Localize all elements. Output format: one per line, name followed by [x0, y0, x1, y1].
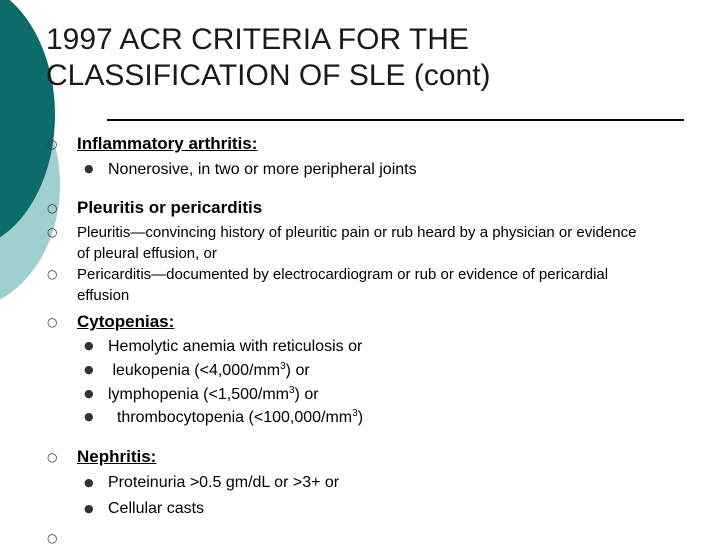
filled-bullet-icon: ●: [84, 410, 94, 423]
filled-bullet-icon: ●: [84, 162, 94, 175]
sub-item-text: thrombocytopenia (<100,000/mm: [108, 409, 353, 426]
filled-bullet-icon: ●: [84, 339, 94, 352]
criterion-heading: Inflammatory arthritis:: [77, 134, 258, 153]
title-divider: [107, 119, 684, 121]
criterion-pleuritis: [47, 198, 262, 218]
hollow-bullet-icon: ○: [47, 267, 58, 281]
hollow-bullet-icon: ○: [47, 225, 58, 239]
filled-bullet-icon: ●: [84, 387, 94, 400]
sub-item-text: ) or: [294, 386, 319, 403]
hollow-bullet-icon: ○: [47, 137, 58, 151]
criterion-cytopenias: [47, 312, 174, 332]
sub-item-text: lymphopenia (<1,500/mm: [108, 386, 289, 403]
sub-item: Proteinuria >0.5 gm/dL or >3+ or: [108, 474, 340, 491]
criterion-heading: Nephritis:: [77, 447, 157, 466]
sub-item-text: ): [357, 409, 364, 426]
criterion-nephritis: [47, 447, 156, 467]
criterion-heading: Cytopenias:: [77, 312, 175, 331]
hollow-bullet-icon: ○: [47, 531, 58, 545]
superscript: 3: [280, 361, 286, 372]
hollow-bullet-icon: ○: [47, 315, 58, 329]
sub-item-text: ) or: [285, 362, 310, 379]
superscript: 3: [352, 408, 358, 419]
slide-title: [46, 22, 491, 94]
sub-item: Cellular casts: [108, 500, 205, 517]
criterion-pleuritis-detail: [47, 222, 647, 264]
title-line-1: 1997 ACR CRITERIA FOR THE: [46, 23, 469, 56]
sub-item: Nonerosive, in two or more peripheral joints: [108, 161, 417, 178]
criterion-heading: Pleuritis or pericarditis: [77, 198, 263, 217]
criterion-inflammatory-arthritis: [47, 134, 257, 154]
filled-bullet-icon: ●: [84, 363, 94, 376]
hollow-bullet-icon: ○: [47, 450, 58, 464]
sub-item: [108, 360, 310, 382]
criterion-pericarditis-detail: [47, 264, 647, 306]
pleuritis-text: Pleuritis—convincing history of pleuritic pain or rub heard by a physician or evidence of pleural effusion, or: [77, 224, 637, 262]
sub-item: [108, 336, 362, 358]
sub-item: [108, 384, 319, 406]
filled-bullet-icon: ●: [84, 502, 94, 515]
superscript: 3: [288, 385, 295, 396]
title-line-2: CLASSIFICATION OF SLE (cont): [46, 59, 491, 92]
sub-item-text: leukopenia (<4,000/mm: [108, 362, 281, 379]
pericarditis-text: Pericarditis—documented by electrocardiogram or rub or evidence of pericardial effusion: [77, 266, 609, 304]
sub-item: [108, 407, 363, 429]
sub-item-text: Hemolytic anemia with reticulosis or: [108, 338, 363, 355]
hollow-bullet-icon: ○: [47, 201, 58, 215]
filled-bullet-icon: ●: [84, 476, 94, 489]
